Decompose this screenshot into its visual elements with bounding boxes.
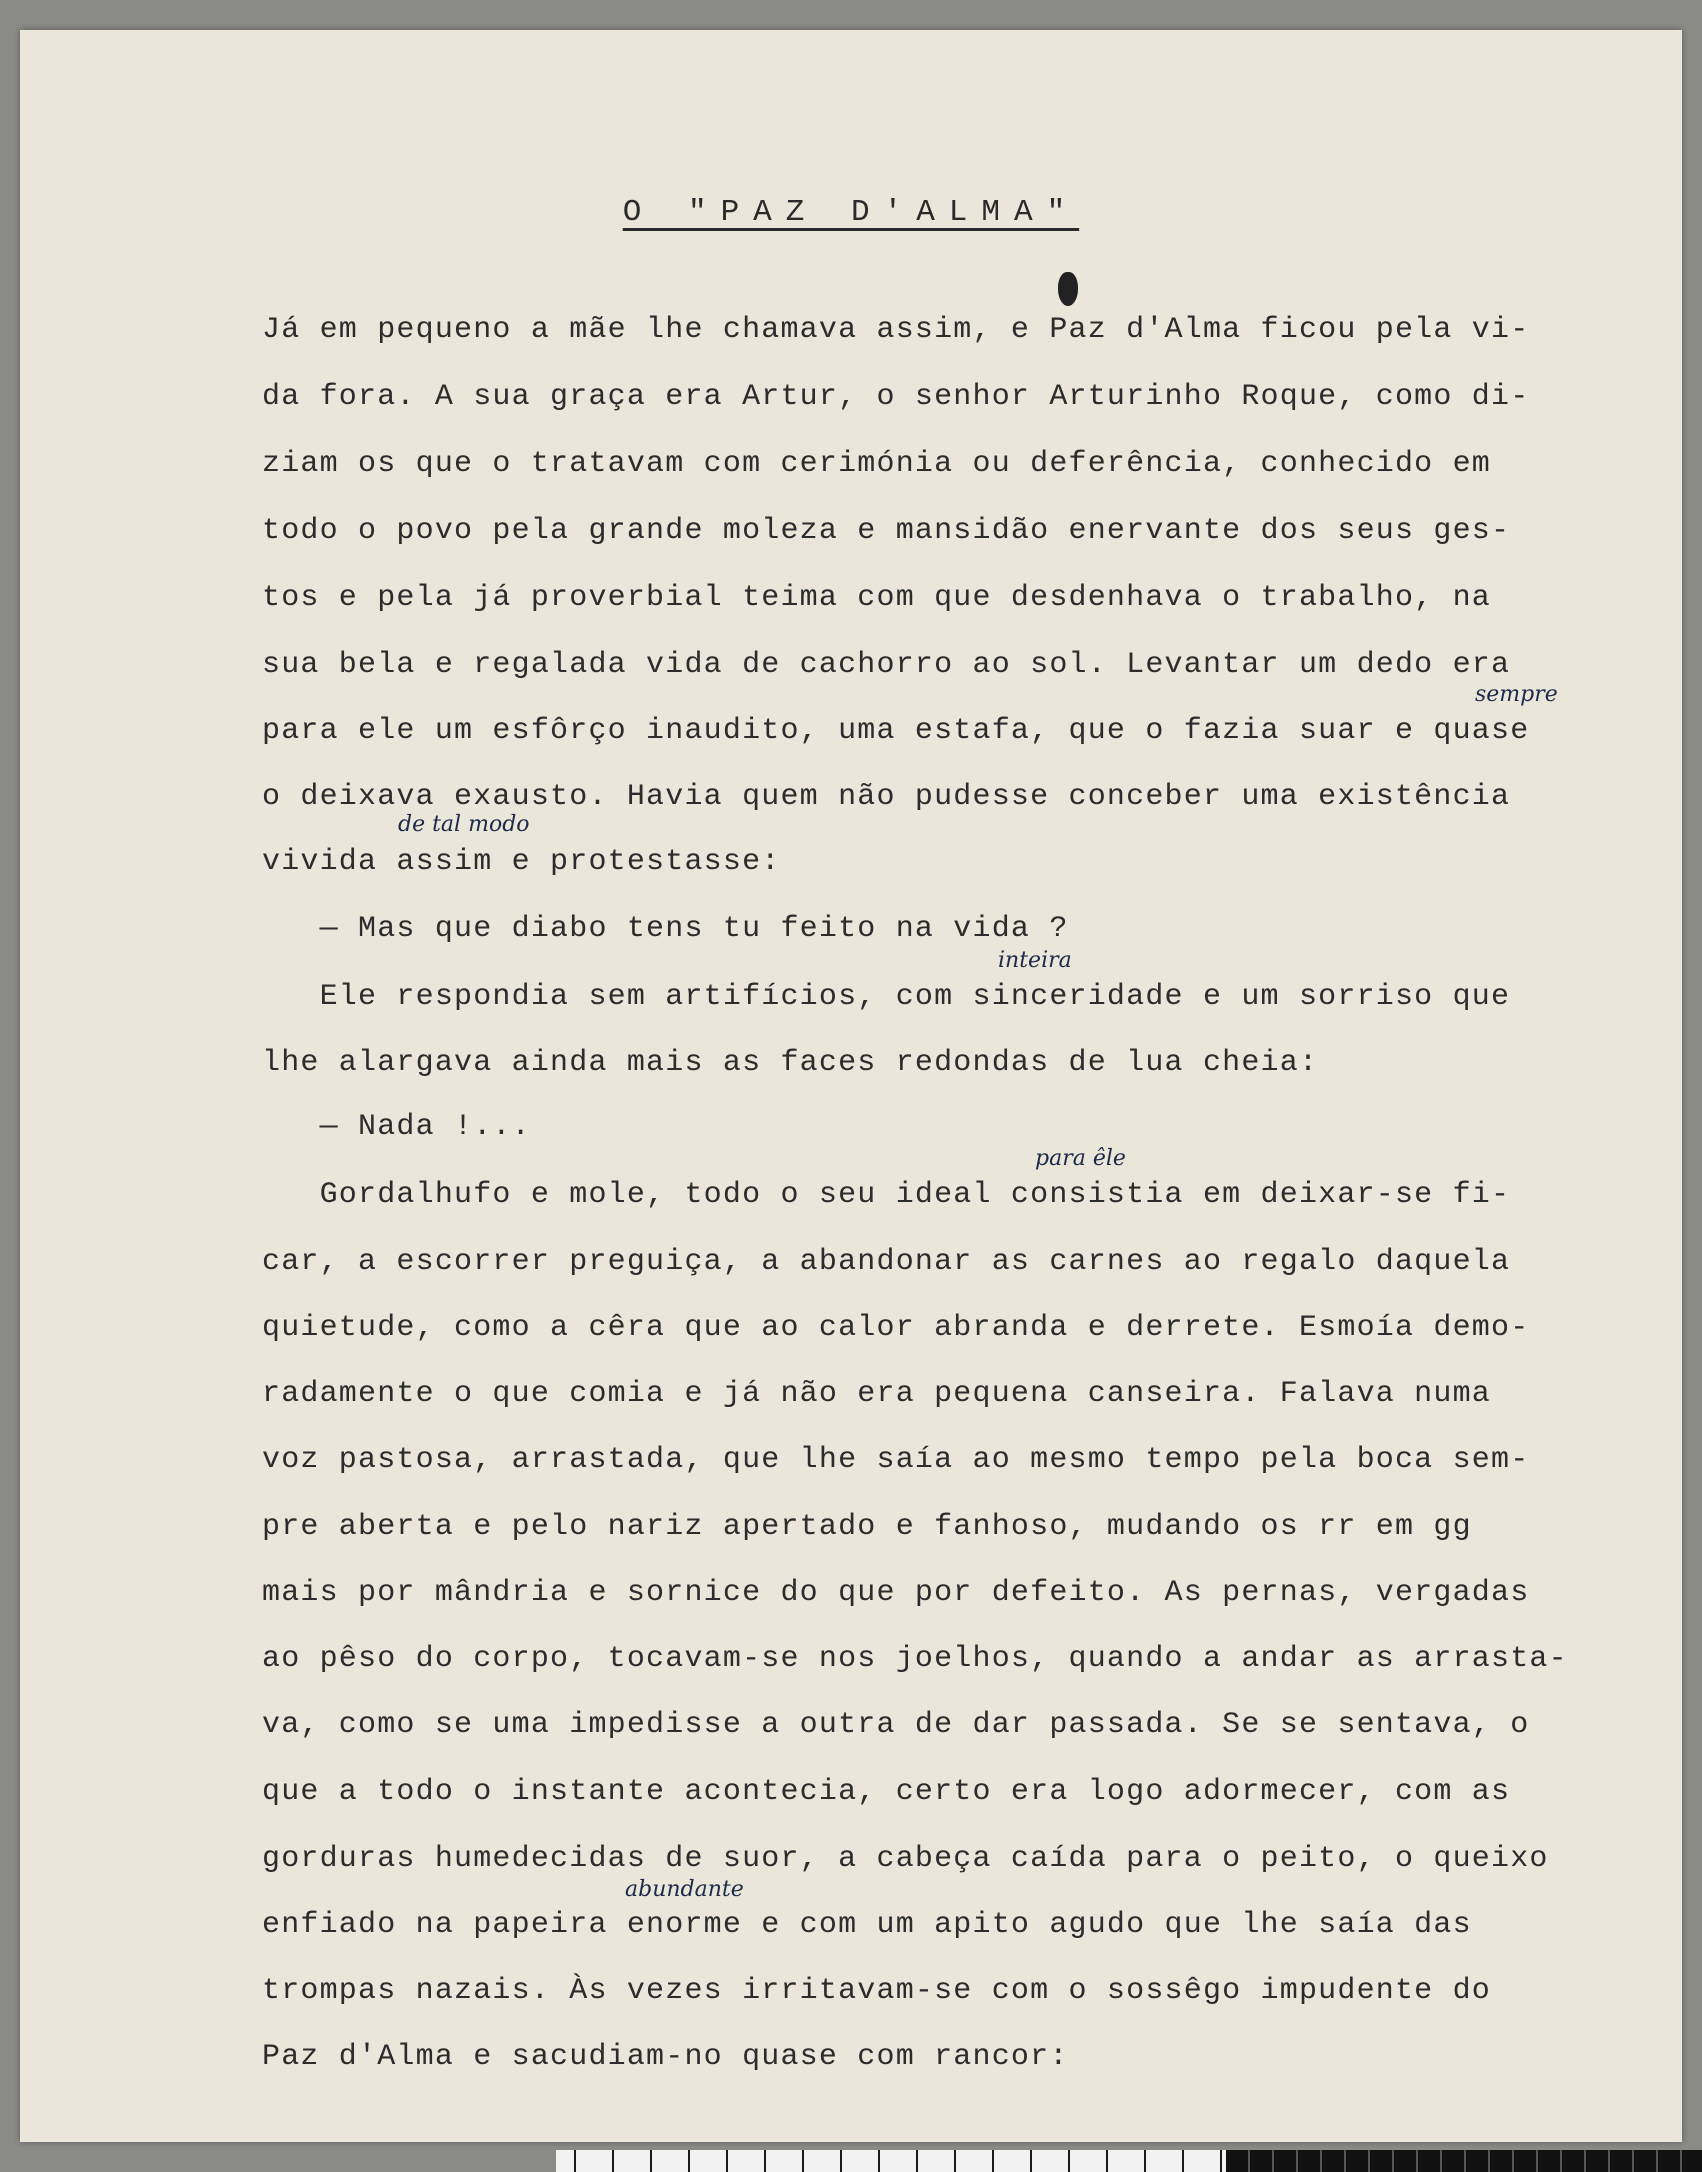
text-line: voz pastosa, arrastada, que lhe saía ao mesmo tempo pela boca sem- [262,1443,1530,1477]
text-line: mais por mândria e sornice do que por defeito. As pernas, vergadas [262,1576,1530,1610]
text-line: que a todo o instante acontecia, certo era logo adormecer, com as [262,1775,1511,1809]
text-line: sua bela e regalada vida de cachorro ao sol. Levantar um dedo era [262,648,1511,682]
text-line: va, como se uma impedisse a outra de dar passada. Se se sentava, o [262,1708,1530,1742]
handwritten-insertion: abundante [625,1877,744,1902]
scale-ruler-dark [1226,2150,1702,2172]
handwritten-insertion: inteira [998,948,1072,973]
text-line: da fora. A sua graça era Artur, o senhor Arturinho Roque, como di- [262,380,1530,414]
text-line: Gordalhufo e mole, todo o seu ideal consistia em deixar-se fi- [262,1178,1511,1212]
text-line: todo o povo pela grande moleza e mansidão enervante dos seus ges- [262,514,1511,548]
text-line: ao pêso do corpo, tocavam-se nos joelhos, quando a andar as arrasta- [262,1642,1568,1676]
text-line: enfiado na papeira enorme e com um apito agudo que lhe saía das [262,1908,1472,1942]
text-line: lhe alargava ainda mais as faces redondas de lua cheia: [262,1046,1319,1080]
text-line: quietude, como a cêra que ao calor abranda e derrete. Esmoía demo- [262,1311,1530,1345]
text-line: Ele respondia sem artifícios, com sinceridade e um sorriso que [262,980,1511,1014]
text-line: trompas nazais. Às vezes irritavam-se com o sossêgo impudente do [262,1974,1491,2008]
text-line: Paz d'Alma e sacudiam-no quase com rancor: [262,2040,1069,2074]
text-line: vivida assim e protestasse: [262,845,781,879]
handwritten-insertion: sempre [1475,682,1558,707]
text-line: tos e pela já proverbial teima com que desdenhava o trabalho, na [262,581,1491,615]
ink-blot [1058,272,1078,306]
page-title: O "PAZ D'ALMA" [622,195,1080,230]
text-line: o deixava exausto. Havia quem não pudesse conceber uma existência [262,780,1511,814]
text-line: para ele um esfôrço inaudito, uma estafa, que o fazia suar e quase [262,714,1530,748]
text-line: — Mas que diabo tens tu feito na vida ? [262,912,1069,946]
text-line: radamente o que comia e já não era pequena canseira. Falava numa [262,1377,1491,1411]
text-line: — Nada !... [262,1110,531,1144]
text-line: ziam os que o tratavam com cerimónia ou deferência, conhecido em [262,447,1491,481]
text-line: Já em pequeno a mãe lhe chamava assim, e Paz d'Alma ficou pela vi- [262,313,1530,347]
text-line: gorduras humedecidas de suor, a cabeça caída para o peito, o queixo [262,1842,1549,1876]
text-line: pre aberta e pelo nariz apertado e fanhoso, mudando os rr em gg [262,1510,1472,1544]
handwritten-insertion: de tal modo [398,812,530,837]
handwritten-insertion: para êle [1035,1146,1126,1171]
text-line: car, a escorrer preguiça, a abandonar as carnes ao regalo daquela [262,1245,1511,1279]
